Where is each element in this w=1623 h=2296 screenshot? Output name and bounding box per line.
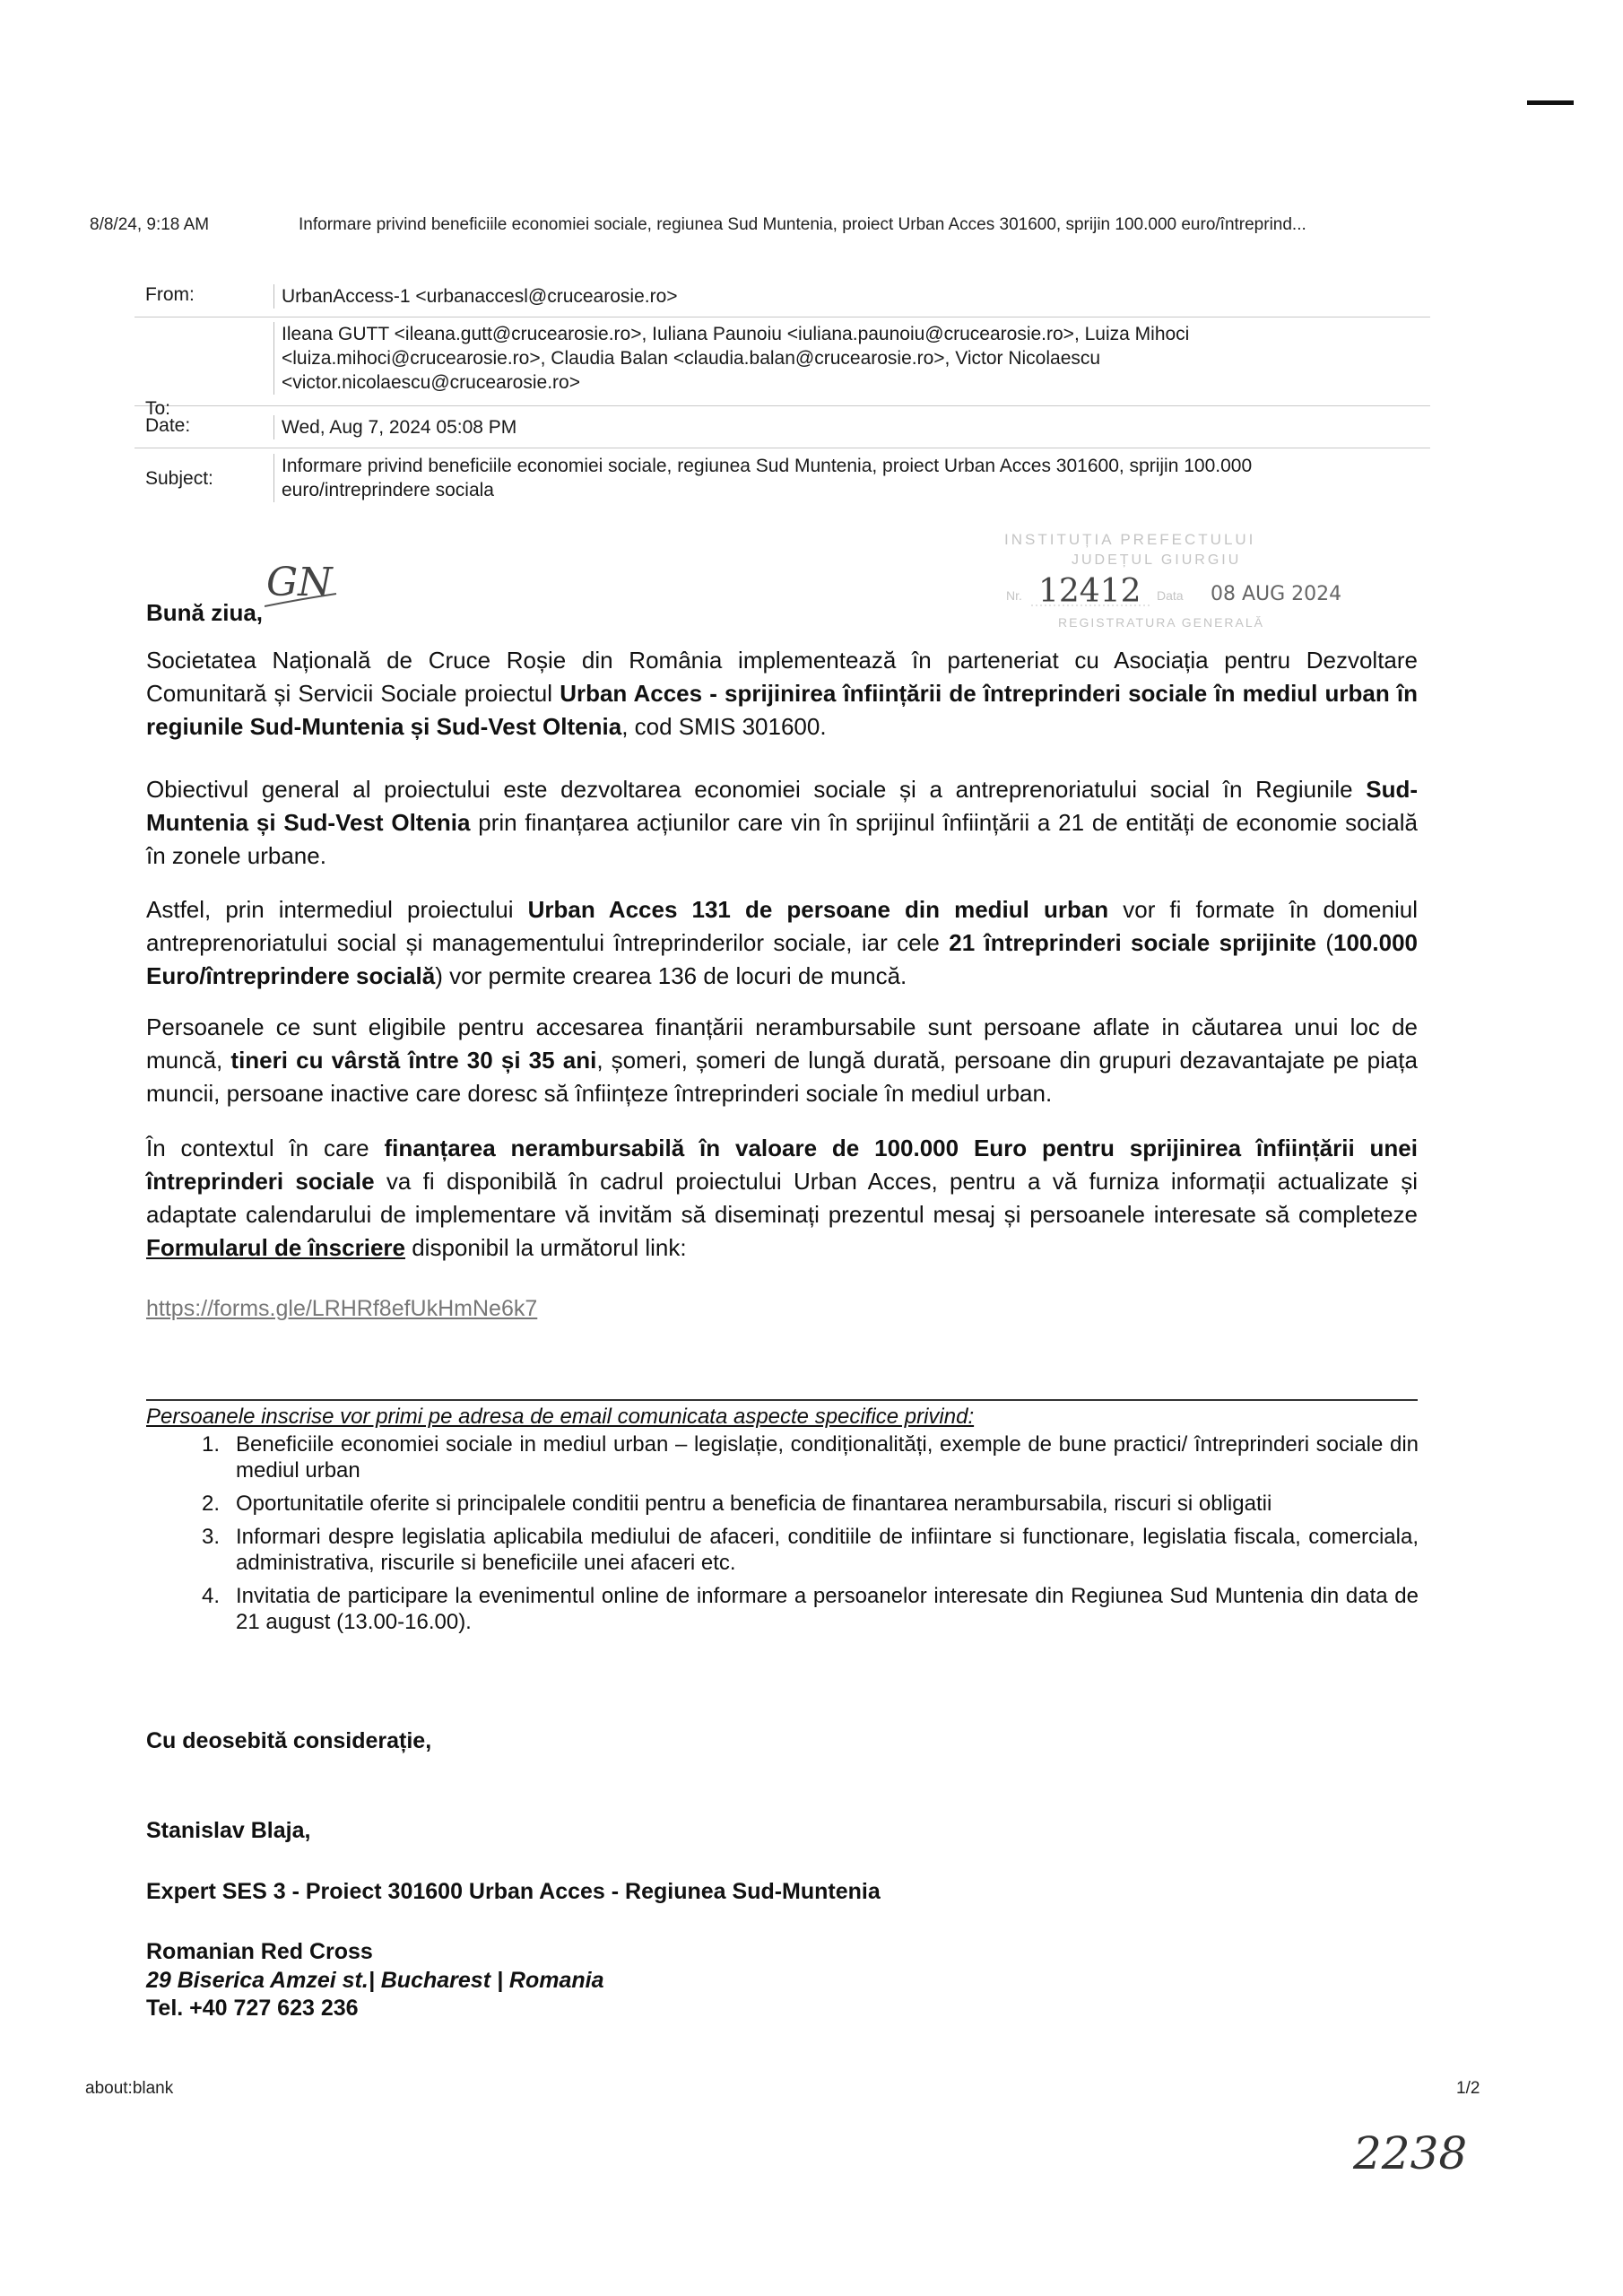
list-item-number: 2. [202,1492,221,1516]
signer-address: 29 Biserica Amzei st.| Bucharest | Romania [146,1968,604,1993]
registration-stamp [986,525,1363,637]
list-item-text: Oportunitatile oferite si principalele conditii pentru a beneficia de finantarea nerambursabila, riscuri si obligatii [236,1492,1272,1516]
list-item-text: Beneficiile economiei sociale in mediul urban – legislație, condiționalități, exemple de bune practici/ întreprinderi sociale din mediul urban [236,1432,1419,1483]
stamp-nr-value: 12412 [1038,573,1141,610]
date-label: Date: [145,415,191,436]
subject-value: Informare privind beneficiile economiei sociale, regiunea Sud Muntenia, proiect Urban Acces 301600, sprijin 100.000 euro/intreprindere sociala [273,454,1331,502]
paragraph-training [146,893,1418,993]
handwritten-initials [265,554,345,610]
p1-text-a: Societatea Națională de Cruce Roșie din România implementează în parteneriat cu Asociația pentru Dezvoltare Comunitară și Servicii Sociale proiectul [146,647,1418,707]
list-item-number: 4. [202,1584,221,1608]
p4-bold-age: tineri cu vârstă între 30 și 35 ani [230,1047,597,1074]
email-date-row [135,406,1430,448]
closing-line: Cu deosebită considerație, [146,1728,432,1753]
signer-name: Stanislav Blaja, [146,1818,311,1843]
p3-bold-enterprises: 21 întreprinderi sociale sprijinite [949,929,1316,956]
date-value: Wed, Aug 7, 2024 05:08 PM [273,415,516,439]
list-item [202,1583,1419,1635]
p2-regions: Sud-Muntenia și Sud-Vest Oltenia [146,776,1418,836]
to-value: Ileana GUTT <ileana.gutt@crucearosie.ro>, Iuliana Paunoiu <iuliana.paunoiu@crucearosie.ro>, Luiza Mihoci <luiza.mihoci@crucearosie.ro>, Claudia Balan <claudia.balan@crucearosie.ro>, Victor Nicolaescu <victor.nicolaescu@crucearosie.ro> [273,322,1331,395]
margin-dash-mark [1527,100,1574,105]
list-item-number: 3. [202,1525,221,1549]
stamp-data-label: Data [1157,588,1184,603]
list-item-text: Invitatia de participare la evenimentul online de informare a persoanelor interesate din Regiunea Sud Muntenia din data de 21 august (13.00-16.00). [236,1584,1419,1634]
p3-bold-funding: 100.000 Euro/întreprindere socială [146,929,1418,989]
p3-bold-participants: Urban Acces 131 de persoane din mediul urban [527,896,1109,923]
list-item-number: 1. [202,1432,221,1457]
handwritten-page-number [1350,2122,1484,2185]
p5-text-a: În contextul în care [146,1135,385,1161]
p4-text-c: , șomeri, șomeri de lungă durată, persoane din grupuri dezavantajate pe piața muncii, persoane inactive care doresc să înființeze întreprinderi sociale în mediul urban. [146,1047,1418,1107]
p3-text-c: vor fi formate în domeniul antreprenoriatului social și managementului întreprinderilor sociale, iar cele [146,896,1418,956]
signer-organization: Romanian Red Cross [146,1939,373,1964]
list-item [202,1524,1419,1576]
section-divider [146,1399,1418,1401]
email-header-table [135,274,1430,511]
stamp-line-county: JUDEȚUL GIURGIU [1072,552,1242,568]
p1-project-name: Urban Acces - sprijinirea înființării de întreprinderi sociale în mediul urban în regiunile Sud-Muntenia și Sud-Vest Oltenia [146,680,1419,740]
paragraph-project-intro [146,644,1418,744]
registration-form-link[interactable]: https://forms.gle/LRHRf8efUkHmNe6k7 [146,1296,538,1321]
list-item-text: Informari despre legislatia aplicabila mediului de afaceri, conditiile de infiintare si functionare, legislatia fiscala, comerciala, administrativa, riscurile si beneficiile unei afaceri etc. [236,1525,1419,1575]
list-intro: Persoanele inscrise vor primi pe adresa de email comunicata aspecte specifice privind: [146,1405,975,1429]
print-page-title: Informare privind beneficiile economiei sociale, regiunea Sud Muntenia, proiect Urban Acces 301600, sprijin 100.000 euro/întreprind... [299,215,1306,234]
email-to-row [135,317,1430,419]
print-footer-url: about:blank [85,2079,174,2098]
page-number-text: 2238 [1353,2127,1468,2179]
initials-text: GN [266,560,333,605]
paragraph-eligibility [146,1011,1418,1110]
p4-text-a: Persoanele ce sunt eligibile pentru accesarea finanțării nerambursabile sunt persoane aflate in căutarea unui loc de muncă, [146,1013,1418,1074]
topics-list [202,1431,1419,1642]
p3-text-e: ( [1315,929,1334,956]
p3-text-a: Astfel, prin intermediul proiectului [146,896,528,923]
email-subject-row [135,448,1430,511]
from-value: UrbanAccess-1 <urbanaccesl@crucearosie.ro> [273,284,678,309]
greeting: Bună ziua, [146,599,264,626]
p2-text-a: Obiectivul general al proiectului este dezvoltarea economiei sociale și a antreprenoriatului social în Regiunile [146,776,1367,803]
from-label: From: [145,284,195,305]
stamp-nr-label: Nr. [1006,588,1022,603]
p3-text-g: ) vor permite crearea 136 de locuri de muncă. [435,962,907,989]
stamp-line-registry: REGISTRATURA GENERALĂ [1058,615,1265,630]
paragraph-invitation [146,1132,1418,1265]
p5-text-c: va fi disponibilă în cadrul proiectului Urban Acces, pentru a vă furniza informații actualizate și adaptate calendarului de implementare vă invităm să diseminați prezentul mesaj și persoanele interesate să completeze [146,1168,1419,1228]
list-item [202,1431,1419,1483]
paragraph-objective [146,773,1418,873]
stamp-line-institution: INSTITUȚIA PREFECTULUI [1004,531,1256,548]
print-datetime: 8/8/24, 9:18 AM [90,215,210,234]
stamp-data-value: 08 AUG 2024 [1211,583,1342,605]
p5-bold-funding: finanțarea nerambursabilă în valoare de 100.000 Euro pentru sprijinirea înființării unei întreprinderi sociale [146,1135,1418,1195]
signer-phone: Tel. +40 727 623 236 [146,1996,359,2021]
p5-text-e: disponibil la următorul link: [404,1234,687,1261]
subject-label: Subject: [145,468,213,489]
p2-text-c: prin finanțarea acțiunilor care vin în sprijinul înființării a 21 de entități de economie socială în zonele urbane. [146,809,1418,869]
email-from-row [135,274,1430,317]
p1-text-c: , cod SMIS 301600. [621,713,827,740]
p5-form-name: Formularul de înscriere [146,1234,405,1261]
signer-role: Expert SES 3 - Proiect 301600 Urban Acces - Regiunea Sud-Muntenia [146,1879,881,1904]
list-item [202,1491,1419,1517]
print-footer-page: 1/2 [1456,2079,1480,2098]
to-label: To: [145,398,171,419]
